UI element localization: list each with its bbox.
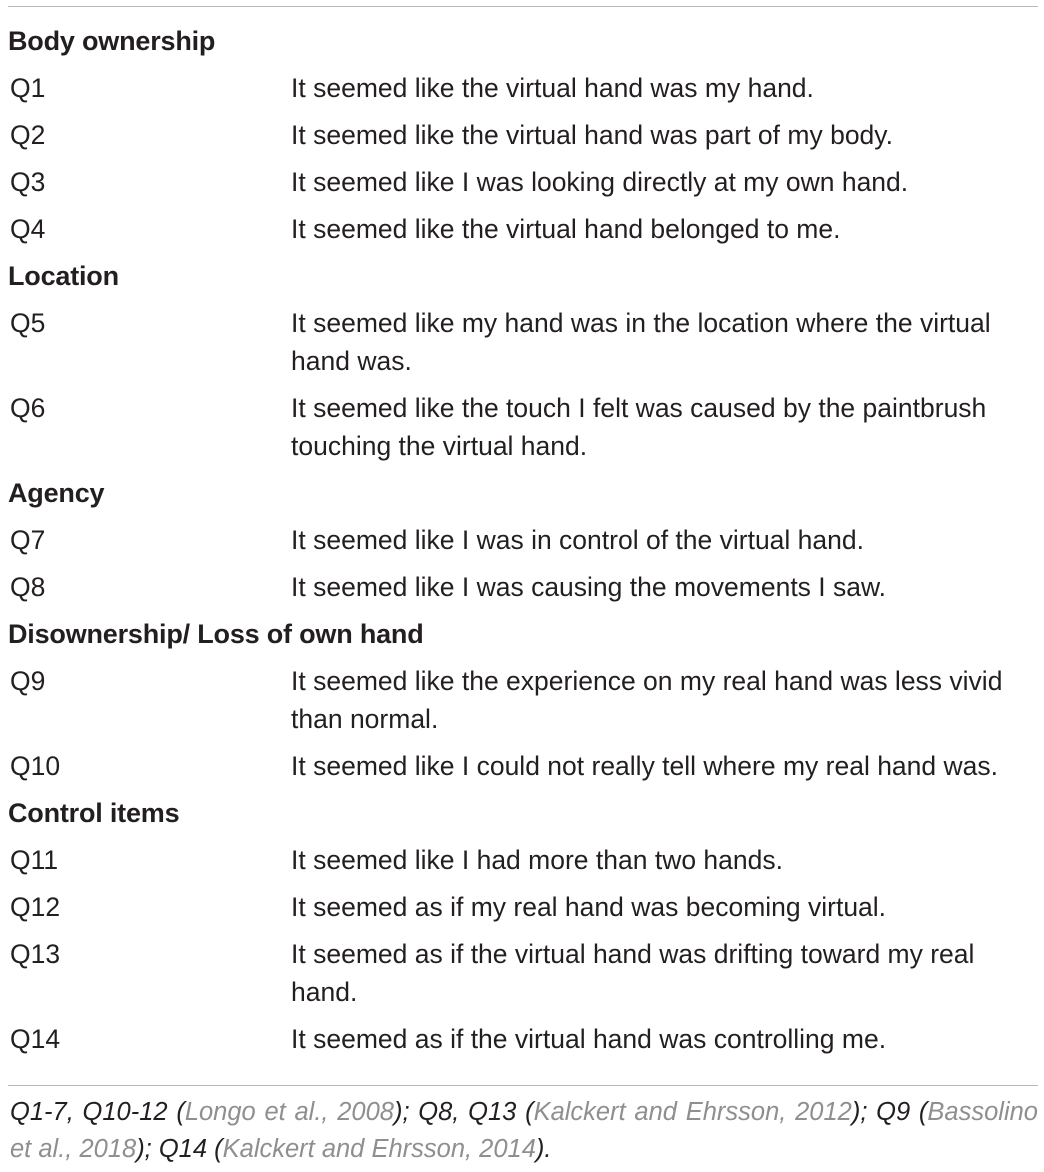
table-row <box>0 662 1044 738</box>
item-text: It seemed like the experience on my real hand was less vivid than normal. <box>291 666 1003 734</box>
table-row <box>0 841 1044 879</box>
item-text: It seemed like I was looking directly at my own hand. <box>291 167 909 197</box>
table-row <box>0 304 1044 380</box>
citation-link[interactable]: Kalckert and Ehrsson, 2014 <box>222 1135 536 1163</box>
item-text: It seemed like I could not really tell where my real hand was. <box>291 751 998 781</box>
item-code: Q5 <box>10 308 46 338</box>
section-body-ownership <box>0 22 1044 248</box>
footnote-text: ). <box>535 1135 552 1163</box>
item-code: Q8 <box>10 572 46 602</box>
footnote-text: ); Q8, Q13 ( <box>393 1098 534 1126</box>
table-row <box>0 116 1044 154</box>
item-text: It seemed like the touch I felt was caused by the paintbrush touching the virtual hand. <box>291 393 987 461</box>
item-code: Q3 <box>10 167 46 197</box>
table-row <box>0 747 1044 785</box>
item-text: It seemed like I was in control of the virtual hand. <box>291 525 864 555</box>
citation-link[interactable]: Longo et al., 2008 <box>184 1098 394 1126</box>
item-text: It seemed like the virtual hand belonged to me. <box>291 214 841 244</box>
section-title: Agency <box>8 478 105 508</box>
section-title: Disownership/ Loss of own hand <box>8 619 424 649</box>
citation-link[interactable]: Bassolino et al., 2018 <box>10 1098 1038 1163</box>
item-code: Q10 <box>10 751 61 781</box>
table-row <box>0 1020 1044 1058</box>
item-code: Q6 <box>10 393 46 423</box>
table-row <box>0 210 1044 248</box>
table-row <box>0 389 1044 465</box>
item-text: It seemed like the virtual hand was part of my body. <box>291 120 893 150</box>
item-code: Q9 <box>10 666 46 696</box>
section-disownership <box>0 615 1044 785</box>
section-agency <box>0 474 1044 606</box>
table-row <box>0 568 1044 606</box>
footnote-text: ); Q14 ( <box>136 1135 223 1163</box>
footnote-text: ); Q9 ( <box>851 1098 928 1126</box>
item-text: It seemed like the virtual hand was my hand. <box>291 73 814 103</box>
table-bottom-rule <box>8 1085 1038 1086</box>
item-text: It seemed as if my real hand was becoming virtual. <box>291 892 887 922</box>
table-footnote <box>10 1094 1038 1168</box>
item-text: It seemed like I had more than two hands. <box>291 845 783 875</box>
item-code: Q7 <box>10 525 46 555</box>
item-code: Q13 <box>10 939 61 969</box>
questionnaire-table <box>0 22 1044 1067</box>
item-text: It seemed as if the virtual hand was controlling me. <box>291 1024 887 1054</box>
section-title: Control items <box>8 798 180 828</box>
item-code: Q12 <box>10 892 61 922</box>
section-location <box>0 257 1044 465</box>
table-row <box>0 888 1044 926</box>
table-row <box>0 69 1044 107</box>
item-text: It seemed as if the virtual hand was drifting toward my real hand. <box>291 939 975 1007</box>
item-code: Q4 <box>10 214 46 244</box>
item-code: Q2 <box>10 120 46 150</box>
table-row <box>0 935 1044 1011</box>
table-top-rule <box>8 6 1038 7</box>
item-text: It seemed like my hand was in the location where the virtual hand was. <box>291 308 991 376</box>
item-code: Q11 <box>10 845 59 875</box>
citation-link[interactable]: Kalckert and Ehrsson, 2012 <box>533 1098 852 1126</box>
section-control-items <box>0 794 1044 1058</box>
item-code: Q14 <box>10 1024 61 1054</box>
item-code: Q1 <box>10 73 46 103</box>
footnote-text: Q1-7, Q10-12 ( <box>10 1098 185 1126</box>
item-text: It seemed like I was causing the movements I saw. <box>291 572 887 602</box>
section-title: Body ownership <box>8 26 216 56</box>
table-row <box>0 163 1044 201</box>
section-title: Location <box>8 261 119 291</box>
table-row <box>0 521 1044 559</box>
